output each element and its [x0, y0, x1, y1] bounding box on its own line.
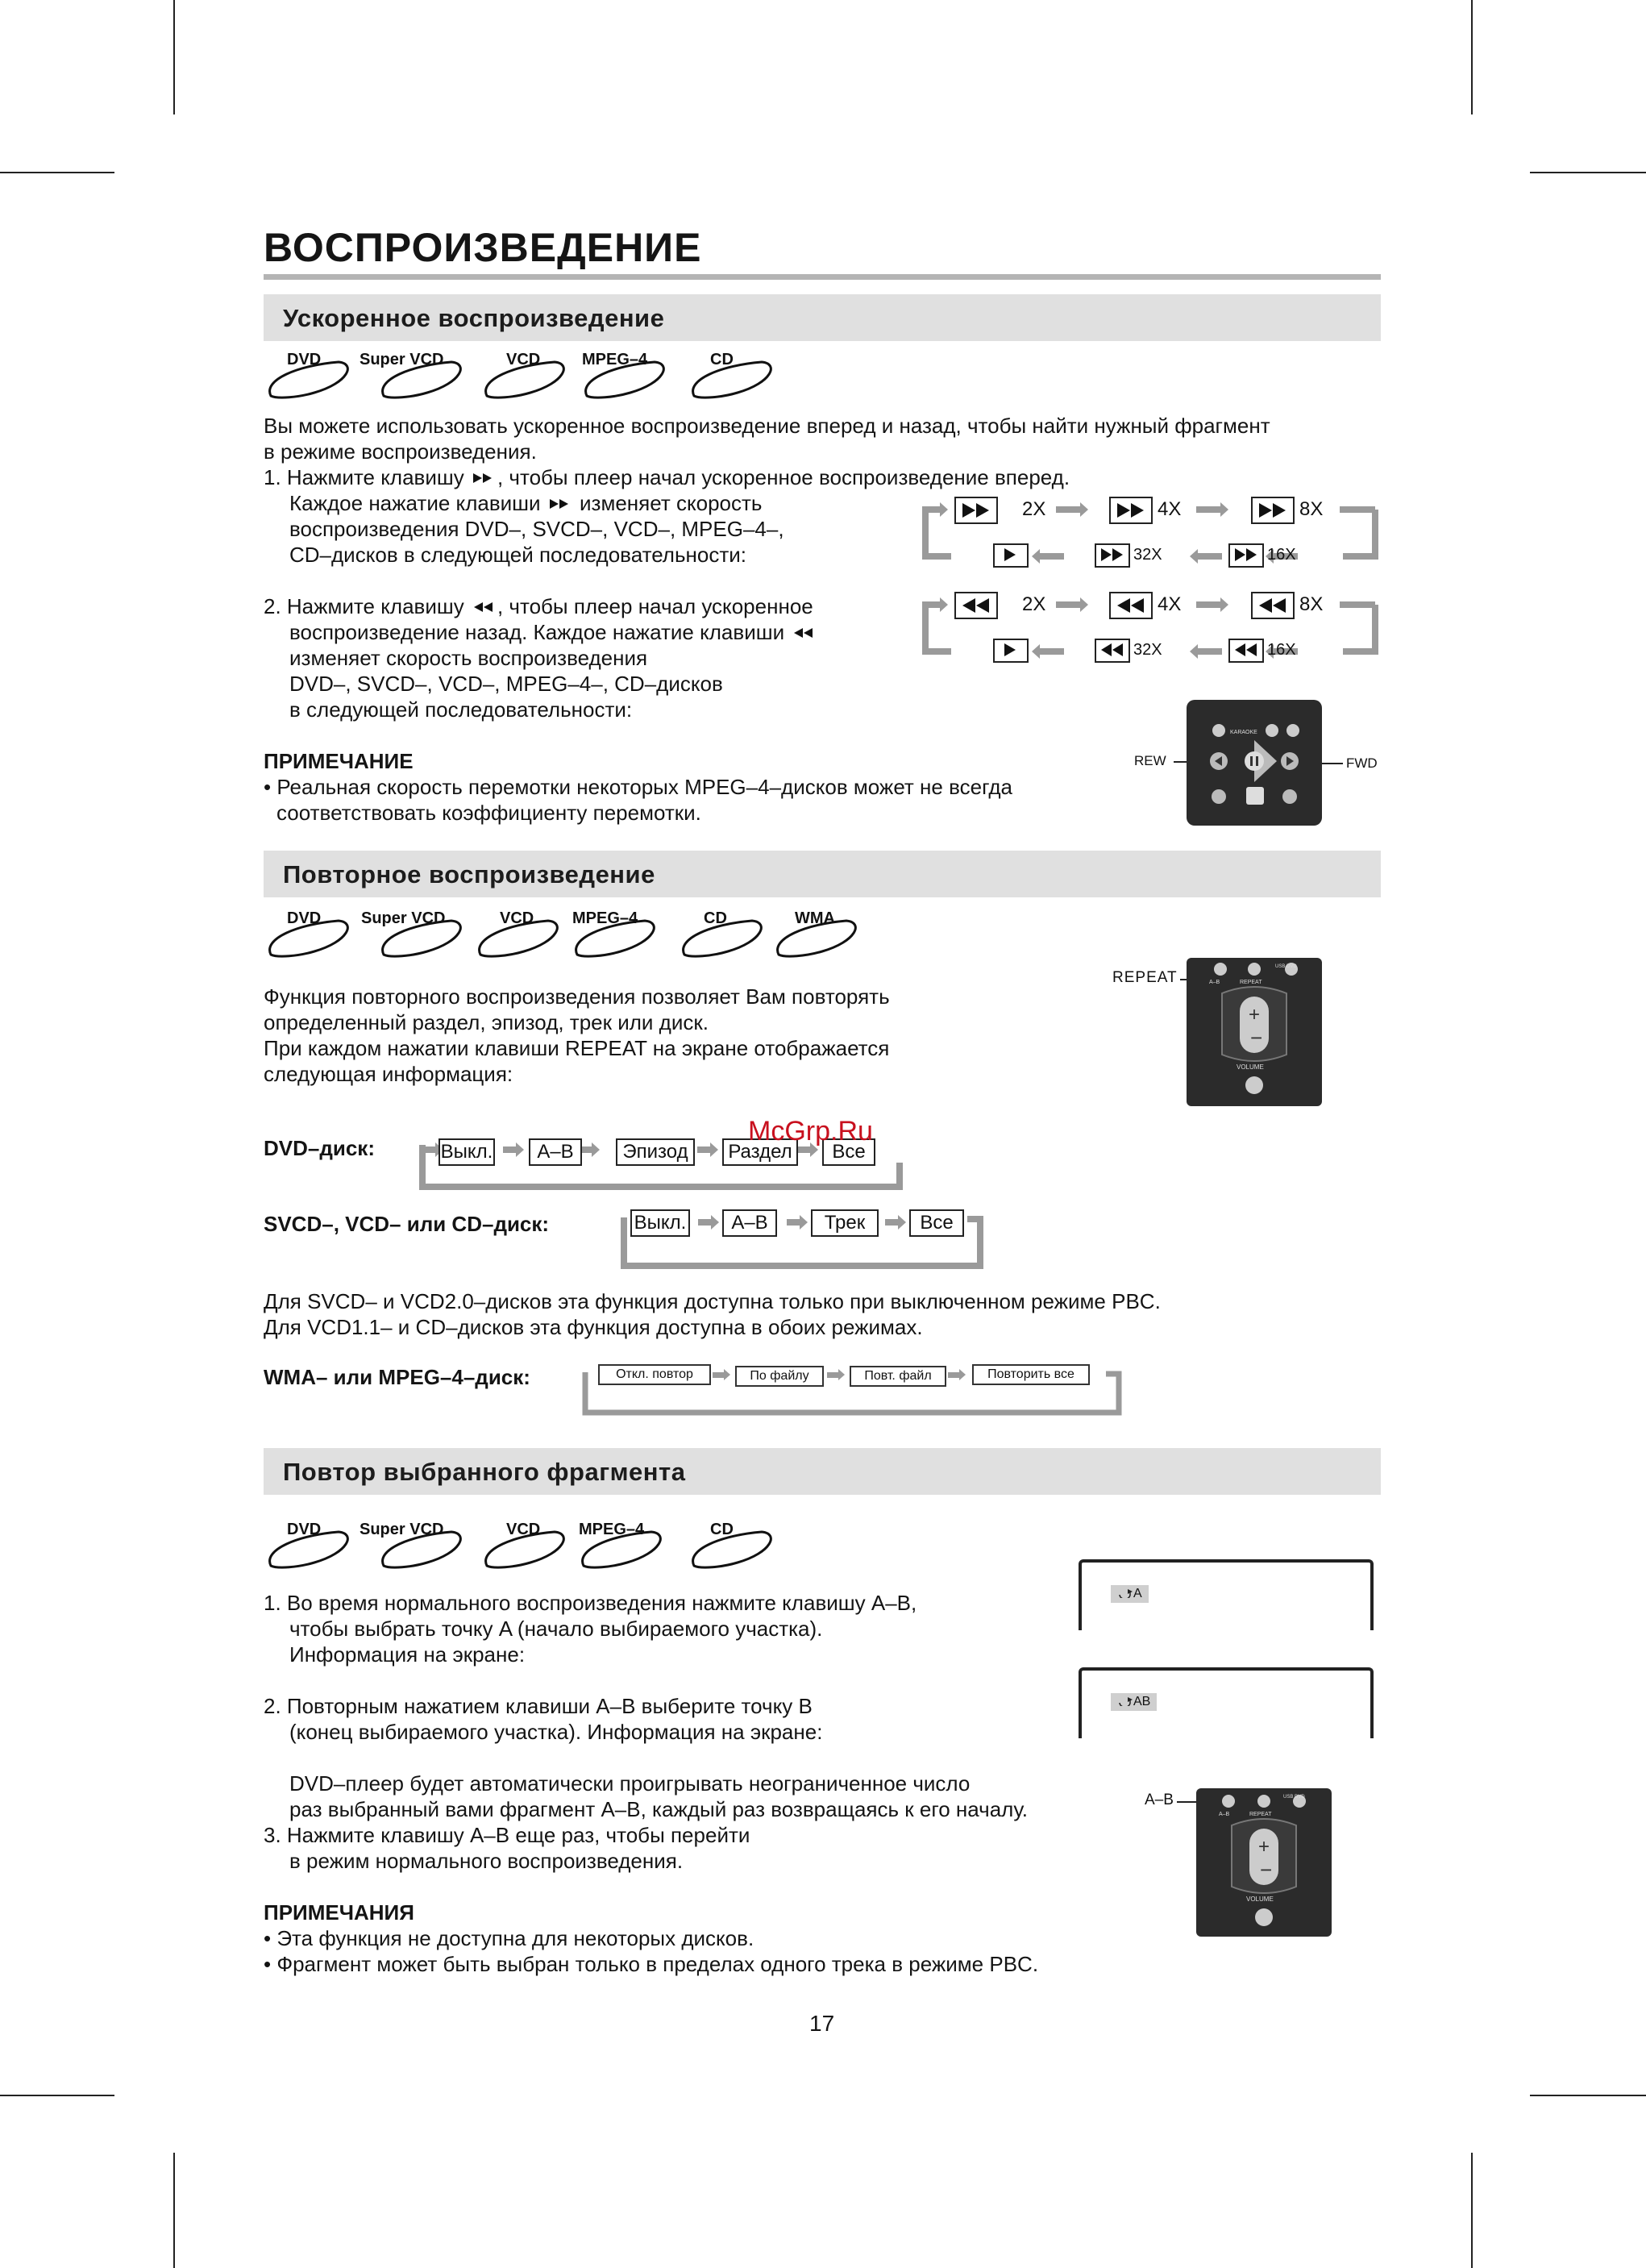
ab-step2-line: раз выбранный вами фрагмент A–B, каждый раз возвращаясь к его началу. [289, 1797, 1028, 1821]
svcd-seq-loop [621, 1209, 983, 1274]
section-title: Повторное воспроизведение [283, 860, 655, 888]
svg-text:−: − [1260, 1858, 1273, 1882]
wma-seq-loop [582, 1363, 1122, 1417]
section-header-fast [264, 294, 1381, 341]
section-title: Повтор выбранного фрагмента [283, 1458, 686, 1486]
seq-item: По файлу [735, 1366, 824, 1387]
svcd-label: SVCD–, VCD– или CD–диск: [264, 1212, 550, 1236]
crop-mark [1471, 2153, 1473, 2268]
fast-step1-line: 1. Нажмите клавишу , чтобы плеер начал ускоренное воспроизведение вперед. [264, 465, 1070, 489]
svg-text:+: + [1258, 1836, 1270, 1858]
remote-label-rew: REW [1134, 753, 1166, 768]
fast-intro-line: в режиме воспроизведения. [264, 439, 537, 464]
repeat-line: При каждом нажатии клавиши REPEAT на экране отображается [264, 1036, 890, 1060]
fast-note-line: соответствовать коэффициенту перемотки. [276, 801, 701, 825]
remote-label-ab: A–B [1145, 1792, 1174, 1808]
ab-note: • Эта функция не доступна для некоторых дисков. [264, 1926, 754, 1950]
fast-forward-icon [548, 497, 572, 511]
wma-label: WMA– или MPEG–4–диск: [264, 1365, 530, 1389]
disc-logo-svcd: Super VCD [379, 909, 492, 958]
speed-box-rew [954, 592, 998, 619]
fast-step2-line: DVD–, SVCD–, VCD–, MPEG–4–, CD–дисков [289, 672, 723, 696]
remote-text-volume: VOLUME [1237, 1063, 1264, 1071]
pbc-line: Для SVCD– и VCD2.0–дисков эта функция доступна только при выключенном режиме PBC. [264, 1289, 1161, 1313]
seq-item: Трек [811, 1209, 879, 1237]
fast-forward-icon [472, 471, 496, 485]
disc-logo-dvd: DVD [266, 1521, 379, 1569]
speed-box-play [993, 639, 1029, 663]
ab-notes-title: ПРИМЕЧАНИЯ [264, 1900, 414, 1925]
seq-item: Раздел [722, 1138, 798, 1166]
remote-text-volume: VOLUME [1246, 1896, 1274, 1903]
speed-box-ff [954, 497, 998, 524]
remote-control-repeat [1187, 958, 1322, 1106]
seq-item: Выкл. [439, 1138, 495, 1166]
ab-step1-line: Информация на экране: [289, 1642, 526, 1667]
speed-label: 2X [1022, 498, 1046, 520]
seq-item: Откл. повтор [598, 1364, 711, 1385]
rewind-diagram [919, 587, 1382, 664]
speed-label: 32X [1133, 546, 1162, 564]
section-header-ab [264, 1448, 1381, 1495]
ab-step3-line: 3. Нажмите клавишу A–B еще раз, чтобы перейти [264, 1823, 750, 1847]
ab-step2-line: 2. Повторным нажатием клавиши A–B выберите точку B [264, 1694, 813, 1718]
speed-label: 8X [1299, 593, 1324, 615]
speed-label: 16X [1267, 546, 1296, 564]
crop-mark [173, 2153, 175, 2268]
speed-box-ff [1109, 497, 1153, 524]
speed-box-ff [1251, 497, 1295, 524]
repeat-icon [1117, 1696, 1133, 1706]
remote-text-ab: A–B [1219, 1812, 1230, 1817]
ab-step3-line: в режим нормального воспроизведения. [289, 1849, 684, 1873]
seq-item: Все [909, 1209, 964, 1237]
remote-text-usb-dvd: USB DVD [1283, 1795, 1305, 1800]
disc-logo-dvd: DVD [266, 351, 379, 399]
speed-label: 2X [1022, 593, 1046, 615]
remote-label-repeat: REPEAT [1112, 969, 1178, 986]
watermark: McGrp.Ru [748, 1116, 873, 1146]
speed-box-ff [1095, 543, 1130, 568]
speed-box-ff [1228, 543, 1264, 568]
speed-box-rew [1095, 639, 1130, 663]
rewind-icon [472, 600, 496, 614]
repeat-icon [1117, 1588, 1133, 1598]
disc-logo-cd: CD [689, 351, 802, 399]
pbc-line: Для VCD1.1– и CD–дисков эта функция доступна в обоих режимах. [264, 1315, 923, 1339]
fast-note-title: ПРИМЕЧАНИЕ [264, 749, 414, 773]
repeat-line: Функция повторного воспроизведения позволяет Вам повторять [264, 984, 890, 1009]
fast-step1-line: CD–дисков в следующей последовательности: [289, 543, 746, 567]
fast-step2-line: 2. Нажмите клавишу , чтобы плеер начал ускоренное [264, 594, 813, 618]
svg-text:+: + [1249, 1004, 1261, 1026]
repeat-line: определенный раздел, эпизод, трек или диск. [264, 1010, 709, 1034]
fast-step1-line: Каждое нажатие клавиши изменяет скорость [289, 491, 763, 515]
remote-text-karaoke: KARAOKE [1230, 730, 1257, 735]
seq-item: Все [822, 1138, 875, 1166]
disc-logo-vcd: VCD [482, 351, 595, 399]
seq-item: A–B [529, 1138, 582, 1166]
section-title: Ускоренное воспроизведение [283, 304, 665, 332]
ab-step2-line: DVD–плеер будет автоматически проигрывать неограниченное число [289, 1771, 971, 1796]
osd-tag-ab: AB [1111, 1693, 1157, 1711]
remote-text-repeat: REPEAT [1240, 980, 1262, 985]
ab-step1-line: 1. Во время нормального воспроизведения нажмите клавишу A–B, [264, 1591, 917, 1615]
speed-label: 4X [1158, 498, 1182, 520]
ab-step2-line: (конец выбираемого участка). Информация на экране: [289, 1720, 823, 1744]
remote-text-repeat: REPEAT [1249, 1812, 1272, 1817]
dvd-label: DVD–диск: [264, 1136, 375, 1160]
seq-item: A–B [722, 1209, 777, 1237]
disc-logo-svcd: Super VCD [379, 351, 492, 399]
speed-box-play [993, 543, 1029, 568]
fast-forward-diagram [919, 492, 1382, 568]
crop-mark [173, 0, 175, 114]
title-rule [264, 274, 1381, 280]
remote-text-usb-dvd: USB DVD [1275, 964, 1297, 969]
disc-logo-dvd: DVD [266, 909, 379, 958]
remote-label-fwd: FWD [1346, 755, 1378, 771]
crop-mark [0, 2095, 114, 2096]
speed-label: 32X [1133, 641, 1162, 659]
section-header-repeat [264, 851, 1381, 897]
seq-item: Повт. файл [850, 1366, 946, 1387]
remote-control-fast [1187, 700, 1322, 826]
crop-mark [1530, 172, 1646, 173]
rewind-icon [792, 626, 816, 640]
osd-screen-a [1079, 1559, 1374, 1630]
disc-logo-wma: WMA [774, 909, 887, 958]
svg-text:−: − [1250, 1026, 1263, 1050]
fast-step2-line: воспроизведение назад. Каждое нажатие клавиши [289, 619, 817, 645]
page-title: ВОСПРОИЗВЕДЕНИЕ [264, 225, 702, 270]
remote-control-ab [1196, 1788, 1332, 1937]
repeat-line: следующая информация: [264, 1062, 513, 1086]
seq-item: Повторить все [972, 1364, 1090, 1385]
disc-logo-mpeg4: MPEG–4 [582, 351, 695, 399]
disc-logo-cd: CD [680, 909, 792, 958]
crop-mark [0, 172, 114, 173]
disc-logo-vcd: VCD [476, 909, 588, 958]
ab-step1-line: чтобы выбрать точку A (начало выбираемого участка). [289, 1617, 823, 1641]
speed-box-rew [1228, 639, 1264, 663]
fast-step2-line: в следующей последовательности: [289, 697, 633, 722]
osd-tag-a: A [1111, 1585, 1149, 1603]
seq-item: Эпизод [616, 1138, 695, 1166]
osd-screen-ab [1079, 1667, 1374, 1738]
ab-note: • Фрагмент может быть выбран только в пределах одного трека в режиме PBC. [264, 1952, 1039, 1976]
speed-box-rew [1251, 592, 1295, 619]
speed-label: 16X [1267, 641, 1296, 659]
disc-logo-mpeg4: MPEG–4 [579, 1521, 692, 1569]
crop-mark [1471, 0, 1473, 114]
page-number: 17 [809, 2011, 835, 2036]
crop-mark [1530, 2095, 1646, 2096]
fast-step1-line: воспроизведения DVD–, SVCD–, VCD–, MPEG–4–, [289, 517, 784, 541]
disc-logo-vcd: VCD [482, 1521, 595, 1569]
remote-text-ab: A–B [1209, 980, 1220, 985]
seq-item: Выкл. [630, 1209, 690, 1237]
speed-label: 8X [1299, 498, 1324, 520]
disc-logo-mpeg4: MPEG–4 [572, 909, 685, 958]
disc-logo-cd: CD [689, 1521, 802, 1569]
fast-note-line: • Реальная скорость перемотки некоторых MPEG–4–дисков может не всегда [264, 775, 1013, 799]
speed-label: 4X [1158, 593, 1182, 615]
fast-intro-line: Вы можете использовать ускоренное воспроизведение вперед и назад, чтобы найти нужный фрагмент [264, 414, 1270, 438]
fast-step2-line: изменяет скорость воспроизведения [289, 646, 648, 670]
disc-logo-svcd: Super VCD [379, 1521, 492, 1569]
speed-box-rew [1109, 592, 1153, 619]
